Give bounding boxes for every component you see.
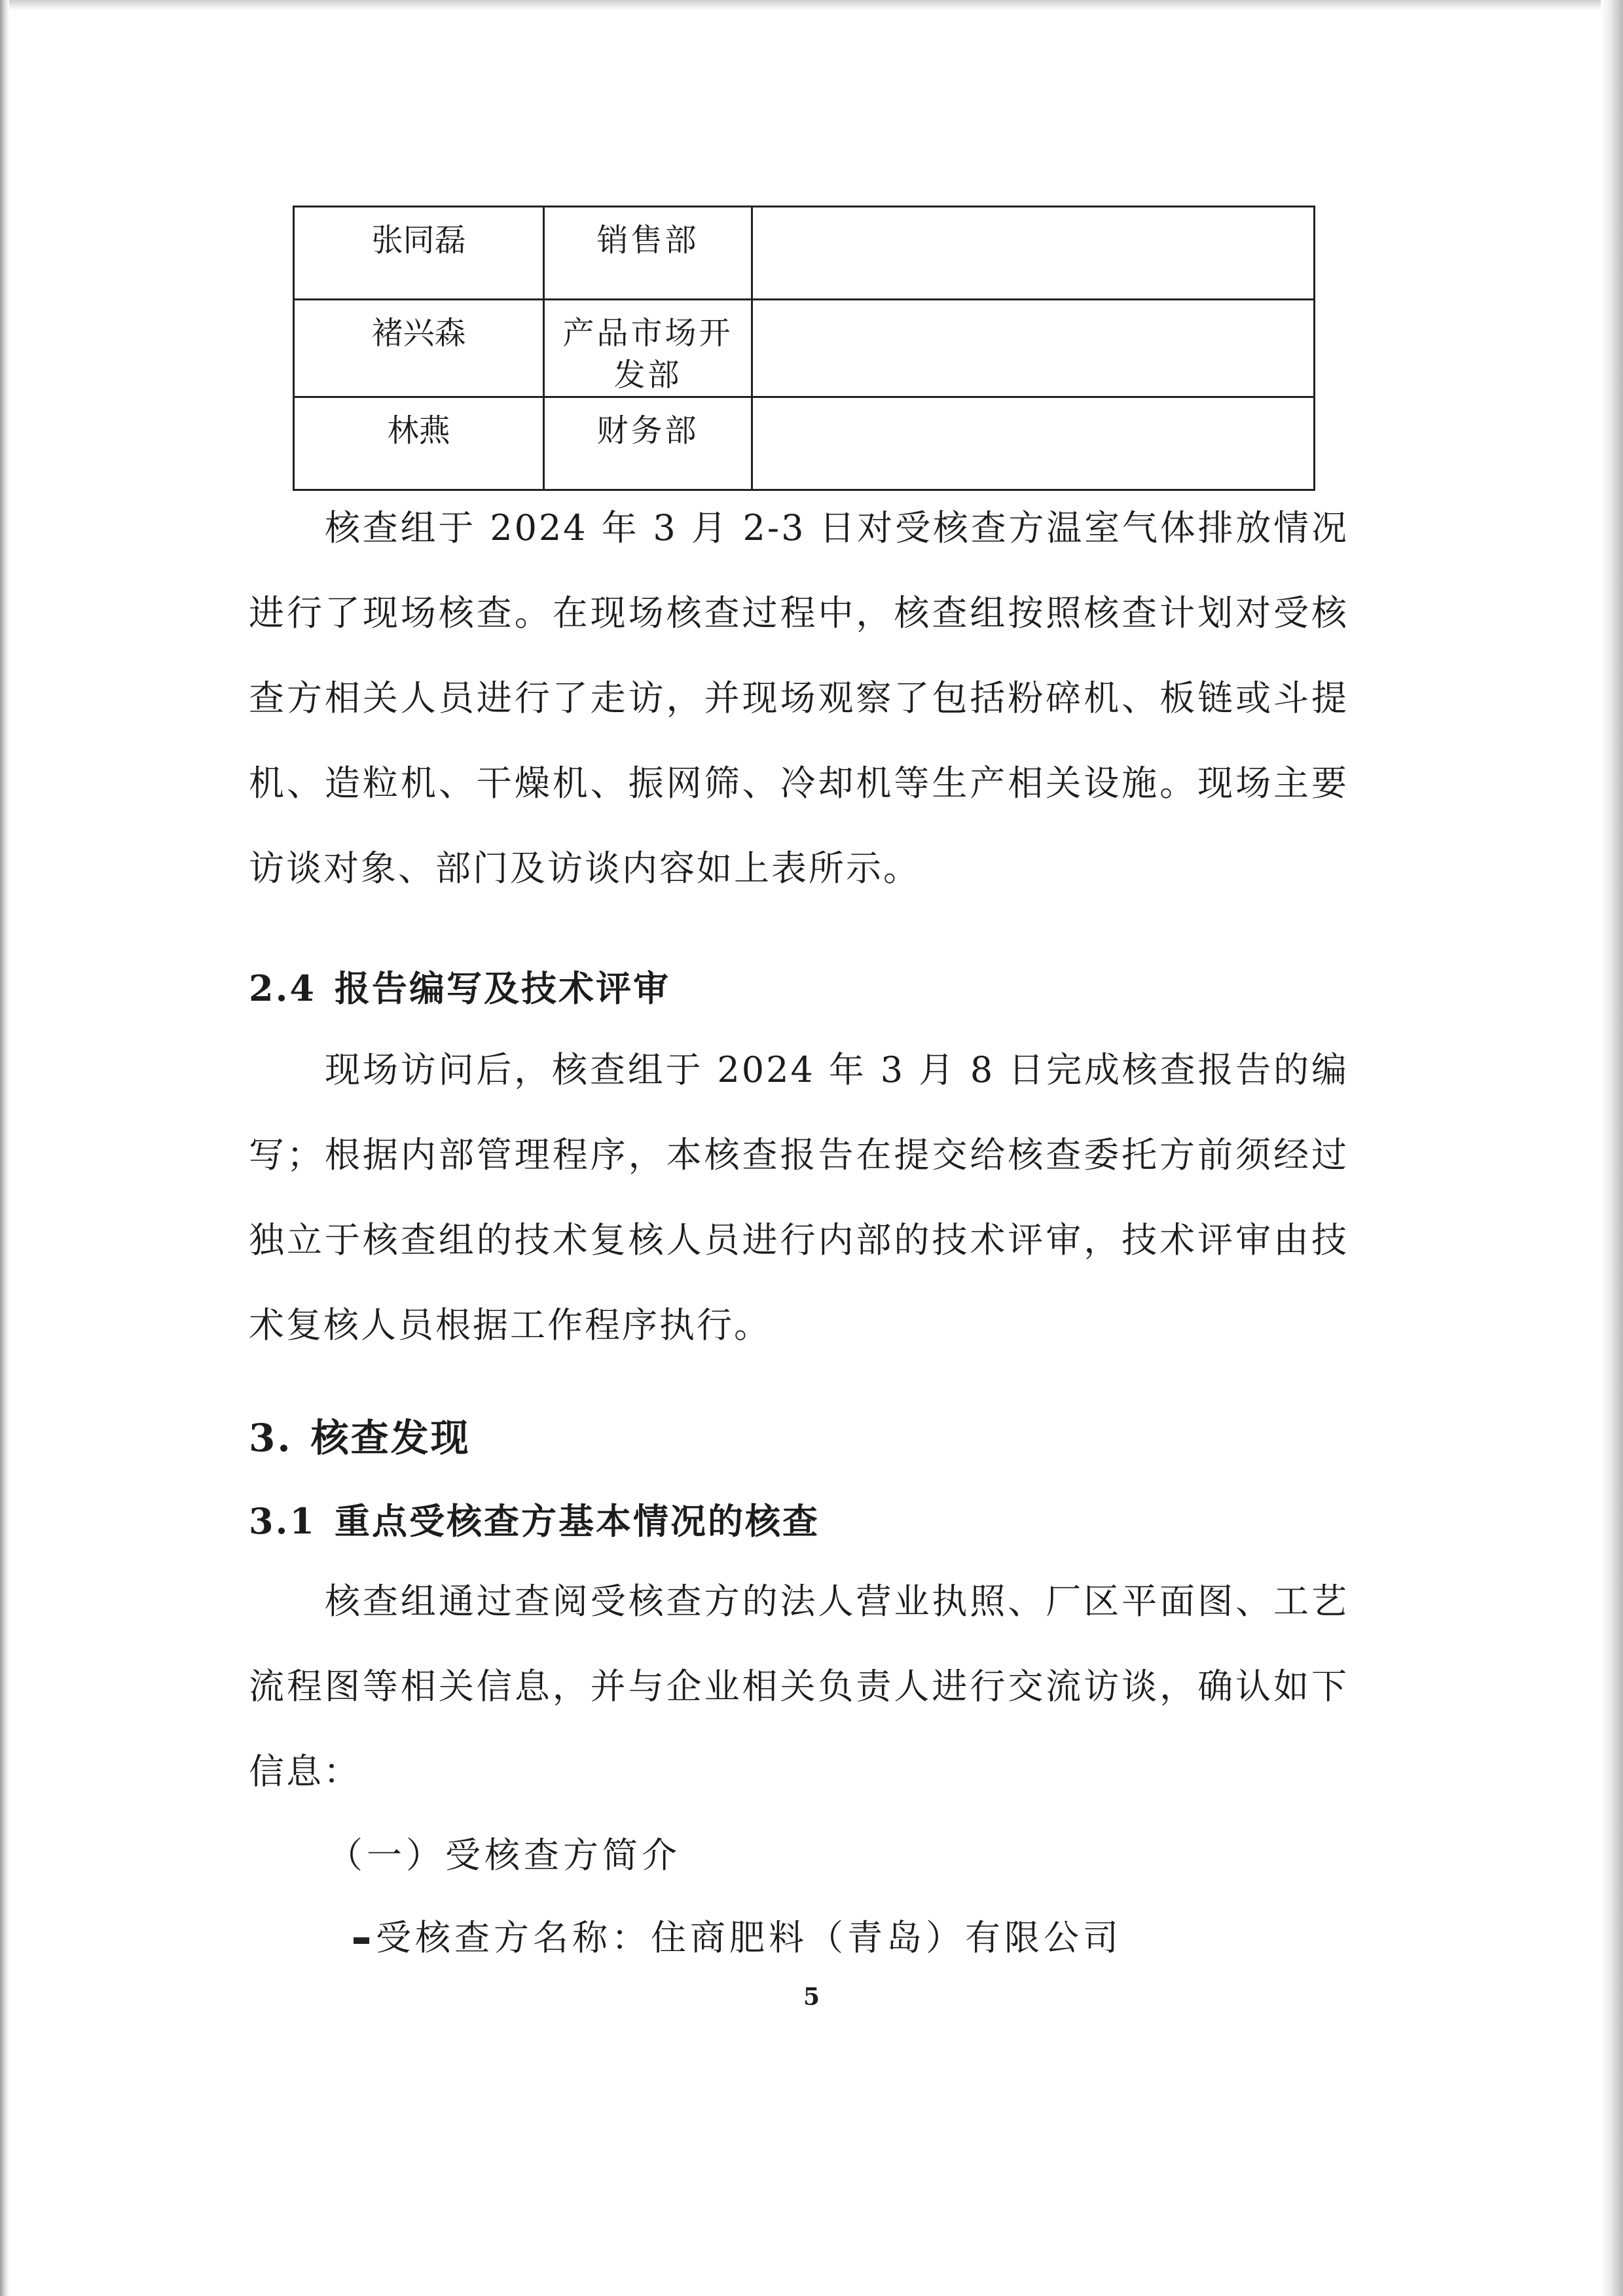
interviewee-department: 产品市场开 发部 <box>544 300 752 397</box>
heading-number: 3.1 <box>249 1500 316 1542</box>
heading-text: 重点受核查方基本情况的核查 <box>334 1500 820 1542</box>
interview-table <box>293 206 1315 491</box>
bullet-marker-icon <box>354 1937 369 1944</box>
paragraph-basic-info: 核查组通过查阅受核查方的法人营业执照、厂区平面图、工艺流程图等相关信息，并与企业相关负责人进行交流访谈，确认如下信息： <box>249 1581 1349 1792</box>
heading-3 <box>249 1407 471 1462</box>
interview-content-cell <box>752 300 1314 397</box>
interviewee-name: 张同磊 <box>294 207 544 300</box>
interviewee-name: 林燕 <box>294 397 544 490</box>
scan-left-edge <box>0 0 9 2296</box>
interviewee-department: 销售部 <box>544 207 752 300</box>
interview-content-cell <box>752 397 1314 490</box>
scan-top-edge <box>0 0 1623 10</box>
heading-number: 2.4 <box>249 967 316 1009</box>
interview-content-cell <box>752 207 1314 300</box>
heading-number: 3. <box>249 1416 293 1460</box>
subsection-title: （一）受核查方简介 <box>327 1835 681 1876</box>
table-row <box>294 207 1315 300</box>
heading-2-4 <box>249 961 670 1011</box>
heading-3-1 <box>249 1494 820 1544</box>
heading-text: 核查发现 <box>310 1416 471 1460</box>
paragraph-report-review: 现场访问后，核查组于 2024 年 3 月 8 日完成核查报告的编写；根据内部管理程序，本核查报告在提交给核查委托方前须经过独立于核查组的技术复核人员进行内部的技术评审，技术评审由技术复核人员根据工作程序执行。 <box>249 1049 1349 1346</box>
table-row <box>294 397 1315 490</box>
heading-text: 报告编写及技术评审 <box>334 967 670 1009</box>
interviewee-department: 财务部 <box>544 397 752 490</box>
paragraph-site-verification: 核查组于 2024 年 3 月 2-3 日对受核查方温室气体排放情况进行了现场核查。在现场核查过程中，核查组按照核查计划对受核查方相关人员进行了走访，并现场观察了包括粉碎机、板链或斗提机、造粒机、干燥机、振网筛、冷却机等生产相关设施。现场主要访谈对象、部门及访谈内容如上表所示。 <box>249 507 1349 889</box>
interviewee-name: 褚兴森 <box>294 300 544 397</box>
page-number: 5 <box>803 1983 820 2011</box>
table-row <box>294 300 1315 397</box>
bullet-company-name: 受核查方名称：住商肥料（青岛）有限公司 <box>354 1910 1122 1960</box>
scan-right-edge <box>1601 0 1623 2296</box>
